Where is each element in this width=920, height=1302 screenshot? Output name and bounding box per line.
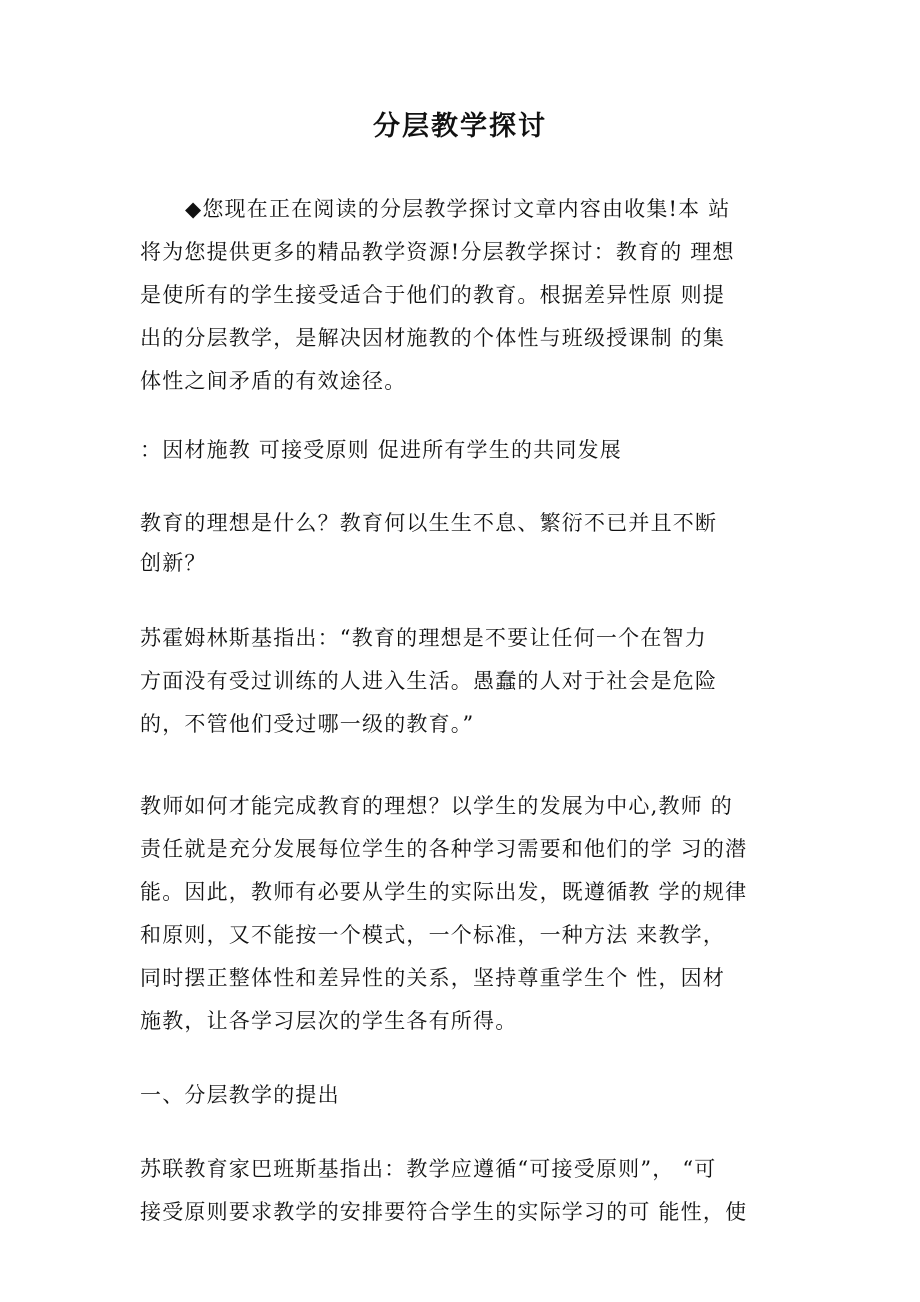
paragraph-line: 能。因此，教师有必要从学生的实际出发，既遵循教 学的规律 xyxy=(140,880,748,904)
paragraph-line: 方面没有受过训练的人进入生活。愚蠢的人对于社会是危险 xyxy=(140,669,718,693)
paragraph-line: 同时摆正整体性和差异性的关系，坚持尊重学生个 性，因材 xyxy=(140,966,726,990)
paragraph-line: 将为您提供更多的精品教学资源!分层教学探讨：教育的 理想 xyxy=(140,240,735,264)
teacher-paragraph xyxy=(140,785,795,1043)
paragraph-line: ：因材施教 可接受原则 促进所有学生的共同发展 xyxy=(140,438,622,462)
paragraph-line: 出的分层教学，是解决因材施教的个体性与班级授课制 的集 xyxy=(140,326,726,350)
paragraph-line: ◆您现在正在阅读的分层教学探讨文章内容由收集!本 站 xyxy=(185,197,731,221)
paragraph-line: 的，不管他们受过哪一级的教育。” xyxy=(140,712,475,736)
quote-paragraph xyxy=(140,617,795,746)
section-heading xyxy=(140,1074,795,1117)
intro-paragraph xyxy=(140,188,795,403)
keywords-paragraph xyxy=(140,429,795,472)
paragraph-line: 创新？ xyxy=(140,551,207,575)
paragraph-line: 苏霍姆林斯基指出：“教育的理想是不要让任何一个在智力 xyxy=(140,626,707,650)
page-title: 分层教学探讨 xyxy=(373,111,547,142)
paragraph-line: 苏联教育家巴班斯基指出：教学应遵循“可接受原则”， “可 xyxy=(140,1157,717,1181)
paragraph-line: 教育的理想是什么？教育何以生生不息、繁衍不已并且不断 xyxy=(140,511,718,535)
question-paragraph xyxy=(140,503,795,583)
paragraph-line: 责任就是充分发展每位学生的各种学习需要和他们的学 习的潜 xyxy=(140,837,748,861)
paragraph-line: 体性之间矛盾的有效途径。 xyxy=(140,369,407,393)
paragraph-line: 接受原则要求教学的安排要符合学生的实际学习的可 能性，使 xyxy=(140,1200,748,1224)
section-heading-text: 一、分层教学的提出 xyxy=(140,1083,340,1107)
paragraph-line: 教师如何才能完成教育的理想？以学生的发展为中心,教师 的 xyxy=(140,794,733,818)
paragraph-line: 是使所有的学生接受适合于他们的教育。根据差异性原 则提 xyxy=(140,283,726,307)
babansky-paragraph xyxy=(140,1148,795,1234)
paragraph-line: 和原则，又不能按一个模式，一个标准，一种方法 来教学， xyxy=(140,923,726,947)
paragraph-line: 施教，让各学习层次的学生各有所得。 xyxy=(140,1009,518,1033)
